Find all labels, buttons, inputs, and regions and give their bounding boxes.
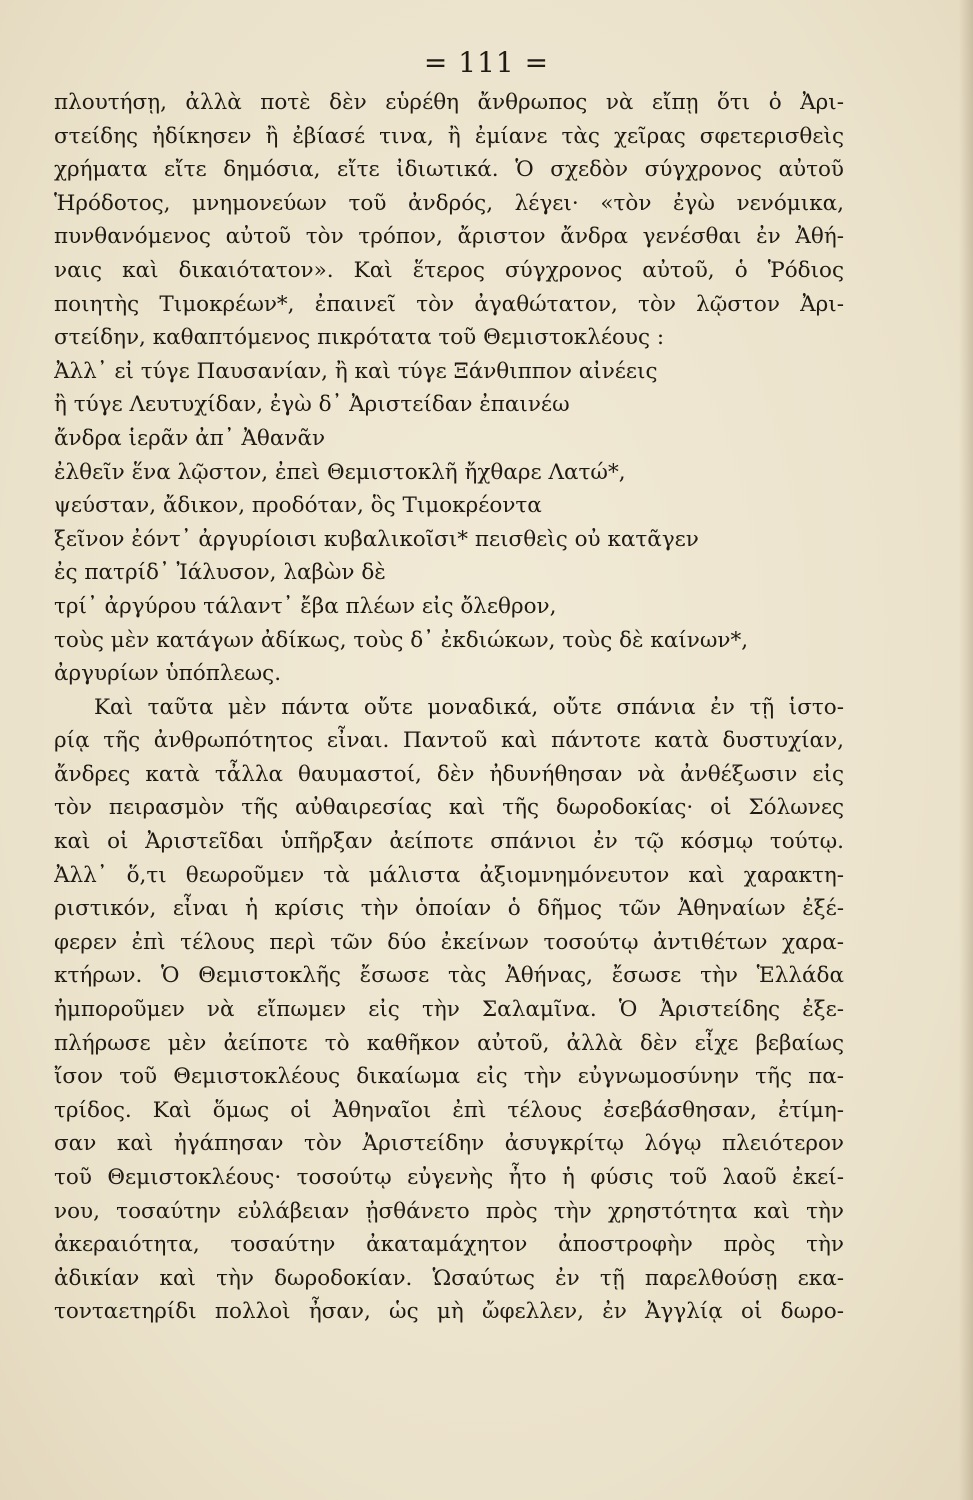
- text-line: στείδην, καθαπτόμενος πικρότατα τοῦ Θεμιστοκλέους :: [54, 325, 665, 351]
- page-edge-shadow: [959, 0, 973, 1500]
- verse-line: ξεῖνον ἐόντ᾽ ἀργυρίοισι κυβαλικοῖσι* πεισθεὶς οὐ κατᾶγεν: [54, 526, 699, 552]
- verse-line: ψεύσταν, ἄδικον, προδόταν, ὃς Τιμοκρέοντα: [54, 493, 542, 519]
- text-line: πλουτήσῃ, ἀλλὰ ποτὲ δὲν εὑρέθη ἄνθρωπος νὰ εἴπῃ ὅτι ὁ Ἀρι-: [54, 90, 844, 115]
- text-line: ποιητὴς Τιμοκρέων*, ἐπαινεῖ τὸν ἀγαθώτατον, τὸν λῷστον Ἀρι-: [54, 291, 844, 317]
- verse-line: τρί᾽ ἀργύρου τάλαντ᾽ ἔβα πλέων εἰς ὄλεθρον,: [54, 593, 557, 619]
- verse-line: ἐλθεῖν ἕνα λῷστον, ἐπεὶ Θεμιστοκλῆ ἤχθαρε Λατώ*,: [54, 459, 626, 485]
- text-line: τρίδος. Καὶ ὅμως οἱ Ἀθηναῖοι ἐπὶ τέλους ἐσεβάσθησαν, ἐτίμη-: [54, 1097, 844, 1123]
- text-line: τονταετηρίδι πολλοὶ ἦσαν, ὡς μὴ ὤφελλεν, ἐν Ἀγγλίᾳ οἱ δωρο-: [54, 1299, 844, 1325]
- text-line: φερεν ἐπὶ τέλους περὶ τῶν δύο ἐκείνων τοσούτῳ ἀντιθέτων χαρα-: [54, 929, 844, 955]
- text-line: ἴσον τοῦ Θεμιστοκλέους δικαίωμα εἰς τὴν εὐγνωμοσύνην τῆς πα-: [54, 1064, 844, 1090]
- text-line: ρίᾳ τῆς ἀνθρωπότητος εἶναι. Παντοῦ καὶ πάντοτε κατὰ δυστυχίαν,: [54, 728, 844, 754]
- text-line: τοῦ Θεμιστοκλέους· τοσούτῳ εὐγενὴς ἦτο ἡ φύσις τοῦ λαοῦ ἐκεί-: [54, 1165, 844, 1190]
- verse-line: ἢ τύγε Λευτυχίδαν, ἐγὼ δ᾽ Ἀριστείδαν ἐπαινέω: [54, 392, 570, 418]
- verse-line: ἀργυρίων ὑπόπλεως.: [54, 661, 282, 687]
- verse-line: ἄνδρα ἱερᾶν ἀπ᾽ Ἀθανᾶν: [54, 425, 326, 451]
- verse-line: ἐς πατρίδ᾽ Ἰάλυσον, λαβὼν δὲ: [54, 560, 386, 586]
- text-line: σαν καὶ ἠγάπησαν τὸν Ἀριστείδην ἀσυγκρίτῳ λόγῳ πλειότερον: [54, 1131, 844, 1157]
- text-line: στείδης ἠδίκησεν ἢ ἐβίασέ τινα, ἢ ἐμίανε τὰς χεῖρας σφετερισθεὶς: [54, 123, 844, 149]
- text-line: Καὶ ταῦτα μὲν πάντα οὔτε μοναδικά, οὔτε σπάνια ἐν τῇ ἱστο-: [94, 694, 844, 720]
- text-line: κτήρων. Ὁ Θεμιστοκλῆς ἔσωσε τὰς Ἀθήνας, ἔσωσε τὴν Ἑλλάδα: [54, 963, 844, 989]
- text-line: χρήματα εἴτε δημόσια, εἴτε ἰδιωτικά. Ὁ σχεδὸν σύγχρονος αὐτοῦ: [54, 157, 844, 183]
- verse-line: Ἀλλ᾽ εἰ τύγε Παυσανίαν, ἢ καὶ τύγε Ξάνθιππον αἰνέεις: [54, 358, 658, 384]
- text-line: πλήρωσε μὲν ἀείποτε τὸ καθῆκον αὐτοῦ, ἀλλὰ δὲν εἶχε βεβαίως: [54, 1030, 844, 1056]
- text-line: νου, τοσαύτην εὐλάβειαν ᾐσθάνετο πρὸς τὴν χρηστότητα καὶ τὴν: [54, 1198, 844, 1224]
- text-line: ἀδικίαν καὶ τὴν δωροδοκίαν. Ὡσαύτως ἐν τῇ παρελθούσῃ εκα-: [54, 1265, 844, 1291]
- text-line: ἄνδρες κατὰ τἆλλα θαυμαστοί, δὲν ἠδυνήθησαν νὰ ἀνθέξωσιν εἰς: [54, 761, 844, 787]
- text-line: ριστικόν, εἶναι ἡ κρίσις τὴν ὁποίαν ὁ δῆμος τῶν Ἀθηναίων ἐξέ-: [54, 896, 844, 922]
- text-line: Ἡρόδοτος, μνημονεύων τοῦ ἀνδρός, λέγει· «τὸν ἐγὼ νενόμικα,: [54, 190, 844, 216]
- text-line: ἠμποροῦμεν νὰ εἴπωμεν εἰς τὴν Σαλαμῖνα. Ὁ Ἀριστείδης ἐξε-: [54, 997, 844, 1023]
- text-line: ἀκεραιότητα, τοσαύτην ἀκαταμάχητον ἀποστροφὴν πρὸς τὴν: [54, 1232, 844, 1258]
- body-text: [54, 86, 844, 1329]
- text-line: πυνθανόμενος αὐτοῦ τὸν τρόπον, ἄριστον ἄνδρα γενέσθαι ἐν Ἀθή-: [54, 224, 844, 250]
- page-number: = 111 =: [423, 46, 550, 79]
- text-line: καὶ οἱ Ἀριστεῖδαι ὑπῆρξαν ἀείποτε σπάνιοι ἐν τῷ κόσμῳ τούτῳ.: [54, 829, 844, 855]
- verse-line: τοὺς μὲν κατάγων ἀδίκως, τοὺς δ᾽ ἐκδιώκων, τοὺς δὲ καίνων*,: [54, 627, 749, 653]
- text-line: τὸν πειρασμὸν τῆς αὐθαιρεσίας καὶ τῆς δωροδοκίας· οἱ Σόλωνες: [54, 795, 844, 821]
- text-line: Ἀλλ᾽ ὅ,τι θεωροῦμεν τὰ μάλιστα ἀξιομνημόνευτον καὶ χαρακτη-: [54, 862, 844, 888]
- text-line: ναις καὶ δικαιότατον». Καὶ ἕτερος σύγχρονος αὐτοῦ, ὁ Ῥόδιος: [54, 257, 844, 283]
